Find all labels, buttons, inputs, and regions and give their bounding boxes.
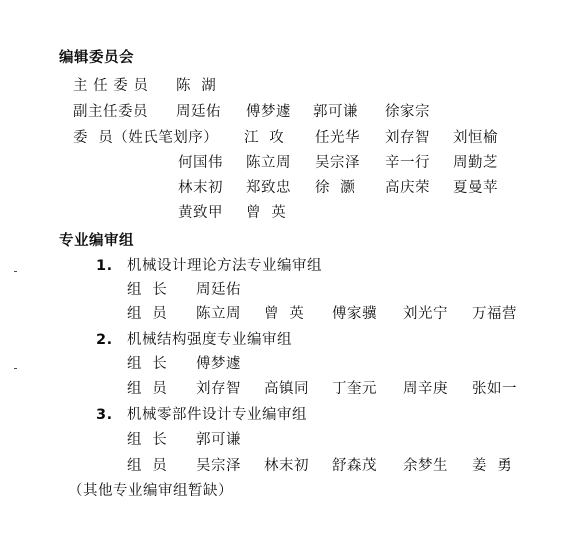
committee-heading: 编辑委员会: [59, 50, 134, 66]
group-member: 万福营: [472, 306, 517, 322]
leader-label: 组 长: [127, 356, 168, 372]
member-name: 高庆荣: [385, 180, 430, 196]
group-member: 姜 勇: [472, 458, 513, 474]
group-number: 3.: [96, 407, 113, 423]
chair-name: 陈 湖: [176, 78, 217, 94]
group-title: 机械设计理论方法专业编审组: [127, 258, 322, 274]
note: （其他专业编审组暂缺）: [68, 483, 233, 499]
group-member: 曾 英: [264, 306, 305, 322]
group-member: 丁奎元: [332, 381, 377, 397]
member-name: 曾 英: [246, 205, 287, 221]
group-number: 1.: [96, 258, 113, 274]
group-number: 2.: [96, 332, 113, 348]
member-name: 刘恒榆: [453, 130, 498, 146]
chair-role: 主 任 委 员: [73, 78, 149, 94]
group-member: 张如一: [472, 381, 517, 397]
review-groups-heading: 专业编审组: [59, 233, 134, 249]
group-title: 机械结构强度专业编审组: [127, 332, 292, 348]
member-name: 何国伟: [178, 155, 223, 171]
vice-chair-name: 傅梦遽: [246, 104, 291, 120]
vice-chair-role: 副主任委员: [73, 104, 148, 120]
leader-label: 组 长: [127, 282, 168, 298]
members-label: 组 员: [127, 381, 168, 397]
member-name: 林末初: [178, 180, 223, 196]
vice-chair-name: 郭可谦: [313, 104, 358, 120]
group-member: 傅家骥: [332, 306, 377, 322]
group-member: 陈立周: [196, 306, 241, 322]
members-role: 委 员（姓氏笔划序）: [73, 130, 219, 146]
group-member: 刘光宁: [403, 306, 448, 322]
scan-speck: [14, 368, 17, 369]
group-member: 吴宗泽: [196, 458, 241, 474]
member-name: 任光华: [315, 130, 360, 146]
group-member: 余梦生: [403, 458, 448, 474]
group-leader: 傅梦遽: [196, 356, 241, 372]
scan-speck: [14, 271, 17, 272]
member-name: 黄致甲: [178, 205, 223, 221]
member-name: 刘存智: [385, 130, 430, 146]
member-name: 周勤芝: [453, 155, 498, 171]
member-name: 陈立周: [246, 155, 291, 171]
group-member: 刘存智: [196, 381, 241, 397]
group-leader: 周廷佑: [196, 282, 241, 298]
group-member: 舒森茂: [332, 458, 377, 474]
member-name: 夏曼苹: [453, 180, 498, 196]
members-label: 组 员: [127, 458, 168, 474]
group-title: 机械零部件设计专业编审组: [127, 407, 307, 423]
member-name: 辛一行: [385, 155, 430, 171]
group-member: 高镇同: [264, 381, 309, 397]
vice-chair-name: 周廷佑: [176, 104, 221, 120]
member-name: 郑致忠: [246, 180, 291, 196]
group-leader: 郭可谦: [196, 432, 241, 448]
leader-label: 组 长: [127, 432, 168, 448]
group-member: 周辛庚: [403, 381, 448, 397]
member-name: 徐 灏: [315, 180, 356, 196]
member-name: 吴宗泽: [315, 155, 360, 171]
member-name: 江 攻: [244, 130, 285, 146]
vice-chair-name: 徐家宗: [385, 104, 430, 120]
members-label: 组 员: [127, 306, 168, 322]
group-member: 林末初: [264, 458, 309, 474]
